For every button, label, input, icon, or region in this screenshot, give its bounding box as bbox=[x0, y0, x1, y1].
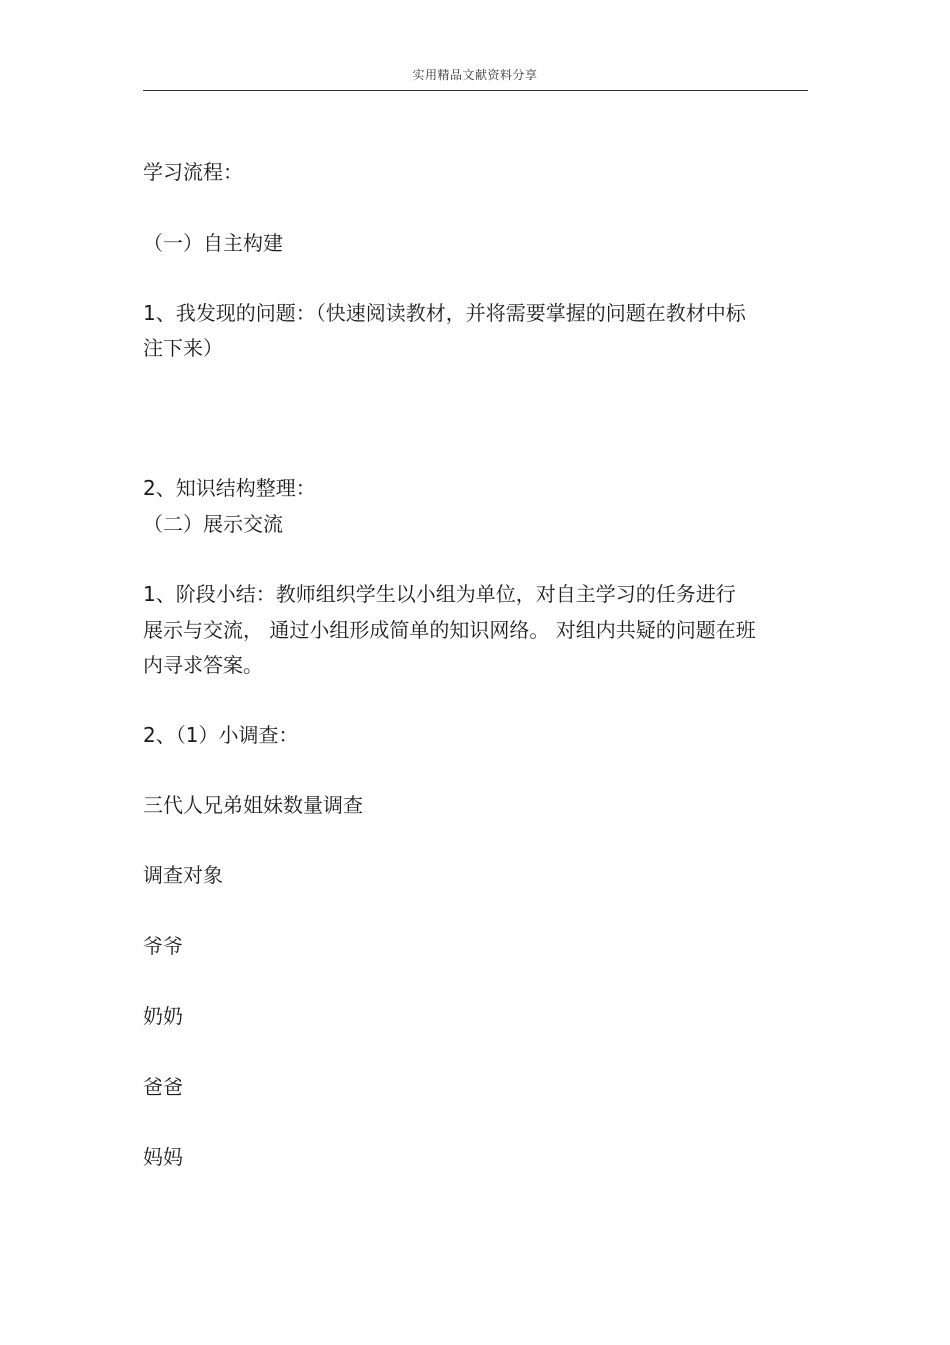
survey-title: 三代人兄弟姐妹数量调查 bbox=[143, 793, 363, 817]
survey-item-mom: 妈妈 bbox=[143, 1145, 183, 1169]
section2-title: （二）展示交流 bbox=[143, 512, 283, 536]
header-divider bbox=[143, 90, 808, 91]
survey-item-dad: 爸爸 bbox=[143, 1075, 183, 1099]
item1-line1: 1、我发现的问题：（快速阅读教材，并将需要掌握的问题在教材中标 bbox=[143, 301, 746, 325]
flow-title: 学习流程： bbox=[143, 160, 243, 184]
item2: 2、知识结构整理： bbox=[143, 476, 316, 500]
survey-heading: 2、（1）小调查： bbox=[143, 723, 299, 747]
survey-object: 调查对象 bbox=[143, 863, 223, 887]
summary-line2: 展示与交流， 通过小组形成简单的知识网络。 对组内共疑的问题在班 bbox=[143, 618, 756, 642]
header-title: 实用精品文献资料分享 bbox=[412, 68, 538, 82]
summary-line3: 内寻求答案。 bbox=[143, 653, 263, 677]
section1-title: （一）自主构建 bbox=[143, 231, 283, 255]
survey-item-grandma: 奶奶 bbox=[143, 1004, 183, 1028]
item1-line2: 注下来） bbox=[143, 336, 223, 360]
survey-item-grandpa: 爷爷 bbox=[143, 934, 183, 958]
summary-line1: 1、阶段小结：教师组织学生以小组为单位，对自主学习的任务进行 bbox=[143, 582, 736, 606]
